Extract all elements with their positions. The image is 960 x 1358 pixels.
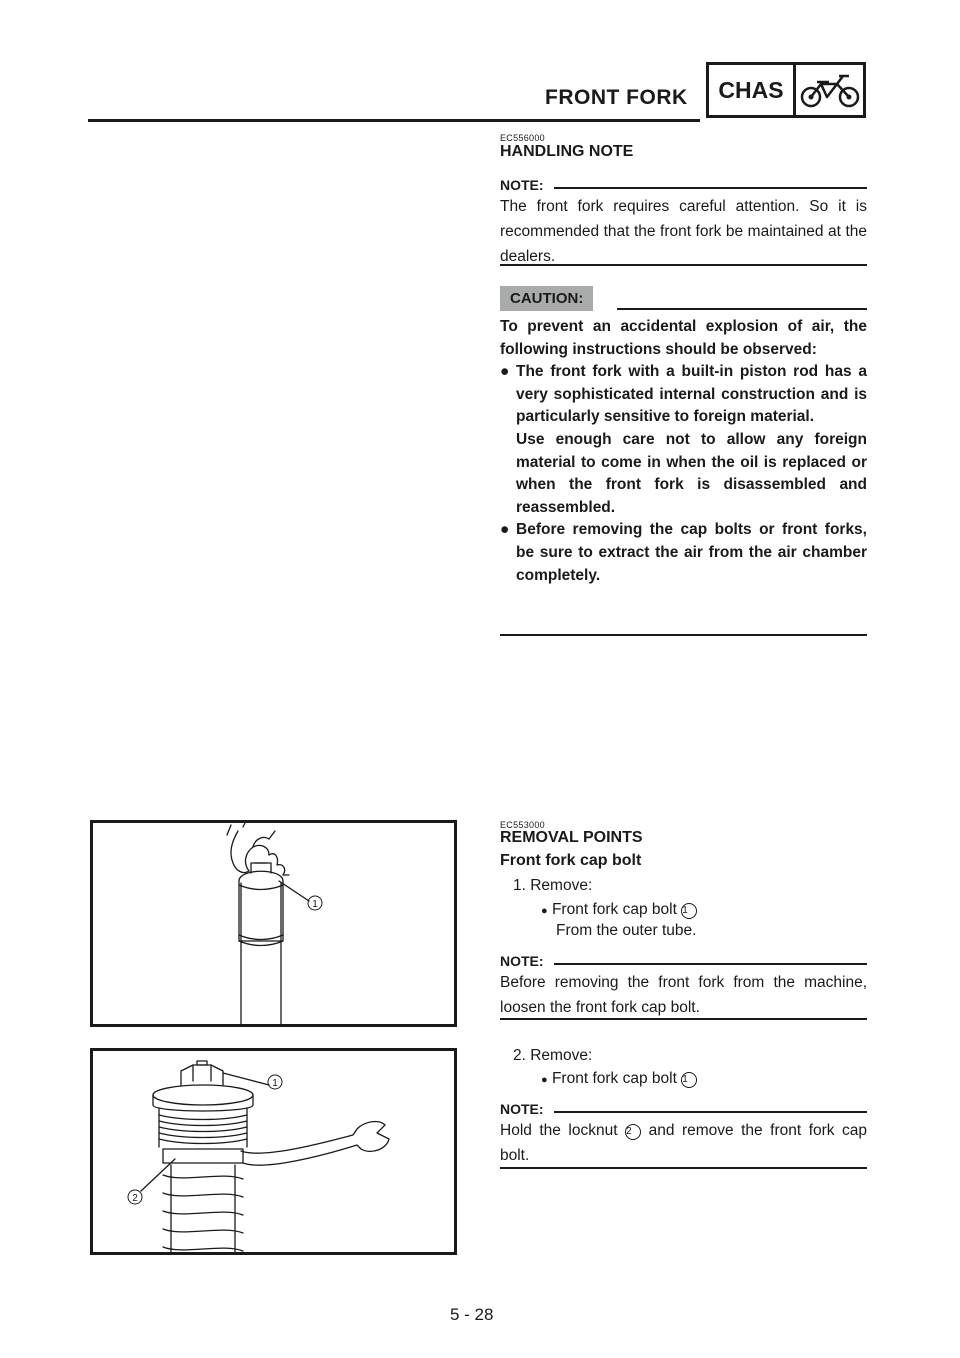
- section-code: EC556000: [500, 133, 545, 143]
- step-2-item-text: Front fork cap bolt: [551, 1070, 677, 1087]
- removal-note-1-text: Before removing the front fork from the machine, loosen the front fork cap bolt.: [500, 974, 867, 1016]
- caution-header: [500, 286, 867, 311]
- removal-note-2-text: [500, 1118, 867, 1168]
- motorcycle-icon: [796, 65, 863, 115]
- removal-subheading: Front fork cap bolt: [500, 852, 642, 869]
- note-header: [500, 953, 867, 969]
- caution-bullet-text: Before removing the cap bolts or front forks, be sure to extract the air from the air chamber completely.: [516, 521, 867, 584]
- note-text: and remove the front fork cap bolt.: [500, 1122, 868, 1164]
- page-title: FRONT FORK: [545, 86, 688, 109]
- note-end-rule: [500, 1018, 867, 1020]
- figure-cap-bolt-removal: [90, 820, 457, 1027]
- caution-body: [500, 316, 867, 587]
- note-header: [500, 1101, 867, 1117]
- section-label: CHAS: [709, 65, 796, 115]
- caution-bullet: ● Before removing the cap bolts or front forks, be sure to extract the air from the air chamber completely.: [500, 519, 867, 587]
- step-2-item: ● Front fork cap bolt 1: [541, 1066, 697, 1093]
- handling-note-text: The front fork requires careful attention. So it is recommended that the front fork be maintained at the dealers.: [500, 198, 867, 265]
- section-badge: [706, 62, 866, 118]
- callout-ref: 2: [625, 1124, 641, 1140]
- step-1-item: ● Front fork cap bolt 1: [541, 897, 697, 924]
- note-label: NOTE:: [500, 1101, 544, 1117]
- removal-heading: REMOVAL POINTS: [500, 829, 643, 846]
- caution-bullet-text: Use enough care not to allow any foreign material to come in when the oil is replaced or when the front fork is disassembled and reassembled.: [516, 430, 867, 516]
- note-label: NOTE:: [500, 177, 544, 193]
- figure-callout: 2: [132, 1193, 138, 1204]
- step-1: 1. Remove:: [513, 877, 593, 894]
- step-1-item-text: Front fork cap bolt: [551, 901, 677, 918]
- note-end-rule: [500, 1167, 867, 1169]
- callout-ref: 1: [681, 1072, 697, 1088]
- note-header: [500, 177, 867, 193]
- caution-intro: To prevent an accidental explosion of air, the following instructions should be observed:: [500, 318, 867, 358]
- caution-bullet: ● The front fork with a built-in piston rod has a very sophisticated internal construction and is particularly sensitive to foreign material. Use enough care not to allow any foreign material to come in when the oil is replaced or when the front fork is disassembled and reassembled.: [500, 361, 867, 519]
- step-1-sub: From the outer tube.: [556, 922, 697, 939]
- step-2: 2. Remove:: [513, 1047, 593, 1064]
- figure-callout: 1: [272, 1078, 278, 1089]
- figure-locknut-hold: [90, 1048, 457, 1255]
- header-rule: [88, 119, 700, 122]
- page-number: 5 - 28: [450, 1305, 494, 1324]
- caution-label: CAUTION:: [500, 286, 593, 311]
- caution-bullet-text: The front fork with a built-in piston rod has a very sophisticated internal construction and is particularly sensitive to foreign material.: [516, 363, 867, 426]
- caution-end-rule: [500, 634, 867, 636]
- figure-callout: 1: [312, 899, 318, 910]
- note-text: Hold the locknut: [500, 1122, 618, 1139]
- handling-heading: HANDLING NOTE: [500, 143, 634, 160]
- callout-ref: 1: [681, 903, 697, 919]
- note-label: NOTE:: [500, 953, 544, 969]
- section-code: EC553000: [500, 820, 545, 830]
- note-end-rule: [500, 264, 867, 266]
